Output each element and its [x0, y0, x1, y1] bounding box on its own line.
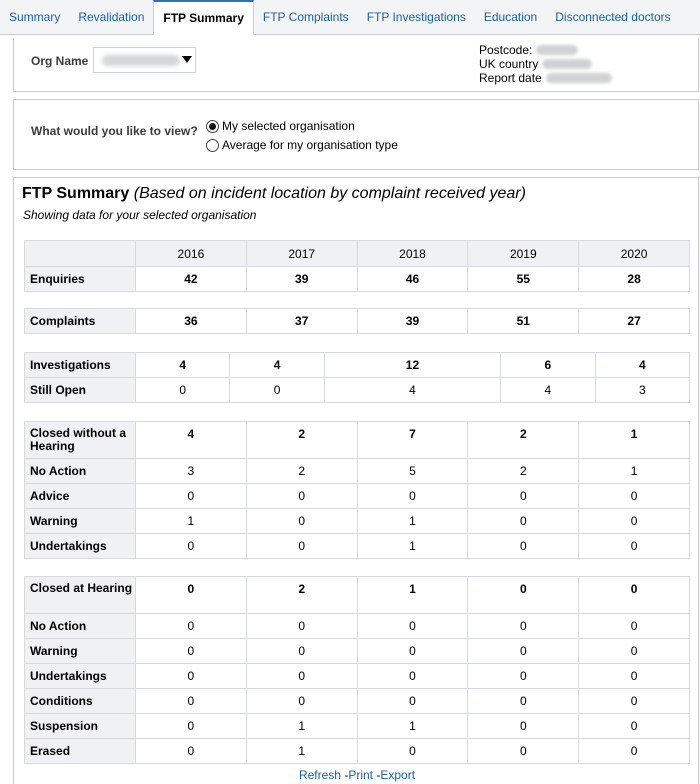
- tab-ftp-investigations[interactable]: FTP Investigations: [366, 10, 466, 24]
- table-cell: 0: [136, 484, 247, 509]
- tab-ftp-summary[interactable]: FTP Summary: [153, 0, 253, 35]
- view-question: What would you like to view?: [31, 124, 198, 138]
- table-cell: 7: [357, 422, 468, 459]
- table-cell: 0: [357, 484, 468, 509]
- table-row: [25, 309, 690, 334]
- table-cell: 0: [468, 664, 579, 689]
- row-label: Advice: [25, 484, 136, 509]
- row-label: No Action: [25, 459, 136, 484]
- year-header: 2020: [579, 241, 690, 267]
- table-row: [25, 614, 690, 639]
- export-link[interactable]: Export: [380, 768, 416, 782]
- table-cell: 6: [501, 353, 595, 378]
- header-corner: [25, 241, 136, 267]
- table-cell: 2: [246, 459, 357, 484]
- table-cell: 0: [579, 739, 690, 764]
- table-cell: 46: [357, 267, 468, 292]
- table-cell: 0: [246, 534, 357, 559]
- table-cell: 39: [357, 309, 468, 334]
- table-cell: 12: [324, 353, 500, 378]
- table-cell: 0: [136, 739, 247, 764]
- table-cell: 0: [468, 484, 579, 509]
- row-label: Closed at Hearing: [25, 577, 136, 614]
- table-cell: 1: [357, 577, 468, 614]
- org-panel: [13, 38, 699, 92]
- table-cell: 0: [468, 639, 579, 664]
- table-cell: 0: [136, 577, 247, 614]
- table-cell: 39: [246, 267, 357, 292]
- table-row: [25, 484, 690, 509]
- table-cell: 2: [468, 459, 579, 484]
- table-cell: 0: [246, 509, 357, 534]
- row-label: Undertakings: [25, 664, 136, 689]
- table-row: [25, 459, 690, 484]
- table-cell: 0: [579, 639, 690, 664]
- table-cell: 2: [246, 577, 357, 614]
- table-row: [25, 534, 690, 559]
- table-row: [25, 664, 690, 689]
- row-label: Warning: [25, 639, 136, 664]
- table-cell: 5: [357, 459, 468, 484]
- table-row: [25, 509, 690, 534]
- refresh-link[interactable]: Refresh: [298, 768, 341, 782]
- table-cell: 0: [136, 689, 247, 714]
- row-label: Complaints: [25, 309, 136, 334]
- table-cell: 0: [357, 614, 468, 639]
- tab-revalidation[interactable]: Revalidation: [78, 10, 145, 24]
- table-cell: 1: [246, 714, 357, 739]
- uk-country-label: UK country: [479, 57, 539, 71]
- radio-label: Average for my organisation type: [222, 138, 398, 152]
- tab-disconnected-doctors[interactable]: Disconnected doctors: [555, 10, 671, 24]
- ftp-summary-panel: [13, 177, 699, 784]
- table-cell: 0: [468, 534, 579, 559]
- table-cell: 0: [468, 509, 579, 534]
- table-row: [25, 378, 690, 403]
- table-cell: 0: [246, 639, 357, 664]
- table-cell: 0: [579, 689, 690, 714]
- table-row: [25, 267, 690, 292]
- row-label: Erased: [25, 739, 136, 764]
- table-cell: 3: [595, 378, 689, 403]
- org-name-redacted: [102, 55, 180, 66]
- postcode-redacted: [536, 45, 578, 55]
- row-label: Still Open: [25, 378, 136, 403]
- tab-summary[interactable]: Summary: [9, 10, 61, 24]
- table-cell: 1: [246, 739, 357, 764]
- table-cell: 0: [136, 664, 247, 689]
- org-name-label: Org Name: [31, 54, 89, 68]
- page-title: [22, 185, 526, 203]
- row-label: Undertakings: [25, 534, 136, 559]
- year-header-row: [25, 241, 690, 267]
- page-subtitle: Showing data for your selected organisation: [23, 208, 257, 222]
- table-cell: 1: [357, 509, 468, 534]
- dropdown-arrow-icon: [182, 56, 192, 63]
- radio-button-icon[interactable]: [206, 120, 219, 133]
- table-cell: 0: [136, 534, 247, 559]
- table-row: [25, 353, 690, 378]
- table-cell: 42: [136, 267, 247, 292]
- table-cell: 0: [230, 378, 324, 403]
- footer-links: [14, 768, 700, 782]
- row-label: No Action: [25, 614, 136, 639]
- summary-table-group: [24, 576, 690, 764]
- table-cell: 0: [357, 689, 468, 714]
- table-cell: 0: [468, 714, 579, 739]
- table-cell: 0: [579, 614, 690, 639]
- table-cell: 4: [230, 353, 324, 378]
- summary-table-group: [24, 352, 690, 403]
- separator: -: [344, 768, 349, 782]
- table-cell: 36: [136, 309, 247, 334]
- table-cell: 3: [136, 459, 247, 484]
- tab-bar: [0, 0, 700, 35]
- row-label: Enquiries: [25, 267, 136, 292]
- row-label: Warning: [25, 509, 136, 534]
- table-row: [25, 739, 690, 764]
- print-link[interactable]: Print: [348, 768, 374, 782]
- year-header: 2019: [468, 241, 579, 267]
- table-cell: 0: [246, 614, 357, 639]
- table-cell: 2: [246, 422, 357, 459]
- table-cell: 0: [468, 614, 579, 639]
- report-date-label: Report date: [479, 71, 542, 85]
- separator: -: [376, 768, 381, 782]
- table-cell: 0: [468, 689, 579, 714]
- row-label: Suspension: [25, 714, 136, 739]
- table-cell: 37: [246, 309, 357, 334]
- radio-average-organisation-type[interactable]: [206, 138, 398, 152]
- table-cell: 0: [357, 739, 468, 764]
- year-header: 2018: [357, 241, 468, 267]
- summary-table-group: [24, 308, 690, 334]
- postcode-label: Postcode:: [479, 43, 533, 57]
- table-cell: 1: [357, 714, 468, 739]
- table-cell: 4: [324, 378, 500, 403]
- report-date-redacted: [546, 73, 612, 83]
- view-panel: [13, 99, 699, 170]
- table-cell: 27: [579, 309, 690, 334]
- table-cell: 4: [501, 378, 595, 403]
- summary-table-group: [24, 421, 690, 559]
- table-cell: 28: [579, 267, 690, 292]
- table-cell: 0: [579, 509, 690, 534]
- title-italic: (Based on incident location by complaint received year): [133, 185, 526, 202]
- table-cell: 0: [468, 577, 579, 614]
- table-cell: 0: [246, 484, 357, 509]
- table-cell: 4: [136, 353, 230, 378]
- table-cell: 0: [579, 577, 690, 614]
- table-cell: 0: [246, 689, 357, 714]
- table-cell: 4: [595, 353, 689, 378]
- radio-selected-organisation[interactable]: [206, 119, 355, 133]
- tab-education[interactable]: Education: [483, 10, 538, 24]
- table-cell: 55: [468, 267, 579, 292]
- org-info: [479, 43, 612, 85]
- table-cell: 1: [357, 534, 468, 559]
- uk-country-redacted: [542, 59, 592, 69]
- title-bold: FTP Summary: [22, 185, 130, 202]
- summary-table-group: [24, 240, 690, 292]
- table-row: [25, 714, 690, 739]
- table-row: [25, 422, 690, 459]
- table-cell: 0: [579, 714, 690, 739]
- org-name-select[interactable]: [93, 47, 196, 73]
- radio-button-icon[interactable]: [206, 139, 219, 152]
- radio-label: My selected organisation: [222, 119, 355, 133]
- table-cell: 1: [579, 422, 690, 459]
- table-cell: 0: [136, 614, 247, 639]
- table-cell: 0: [136, 639, 247, 664]
- table-row: [25, 639, 690, 664]
- table-cell: 0: [579, 484, 690, 509]
- table-cell: 0: [357, 639, 468, 664]
- table-cell: 4: [136, 422, 247, 459]
- table-row: [25, 689, 690, 714]
- table-cell: 1: [136, 509, 247, 534]
- table-cell: 2: [468, 422, 579, 459]
- row-label: Closed without a Hearing: [25, 422, 136, 459]
- table-cell: 0: [468, 739, 579, 764]
- row-label: Conditions: [25, 689, 136, 714]
- table-cell: 0: [246, 664, 357, 689]
- year-header: 2017: [246, 241, 357, 267]
- table-cell: 0: [579, 664, 690, 689]
- table-cell: 51: [468, 309, 579, 334]
- tab-ftp-complaints[interactable]: FTP Complaints: [262, 10, 349, 24]
- table-cell: 0: [136, 714, 247, 739]
- table-row: [25, 577, 690, 614]
- table-cell: 0: [579, 534, 690, 559]
- table-cell: 0: [357, 664, 468, 689]
- table-cell: 0: [136, 378, 230, 403]
- row-label: Investigations: [25, 353, 136, 378]
- year-header: 2016: [136, 241, 247, 267]
- table-cell: 1: [579, 459, 690, 484]
